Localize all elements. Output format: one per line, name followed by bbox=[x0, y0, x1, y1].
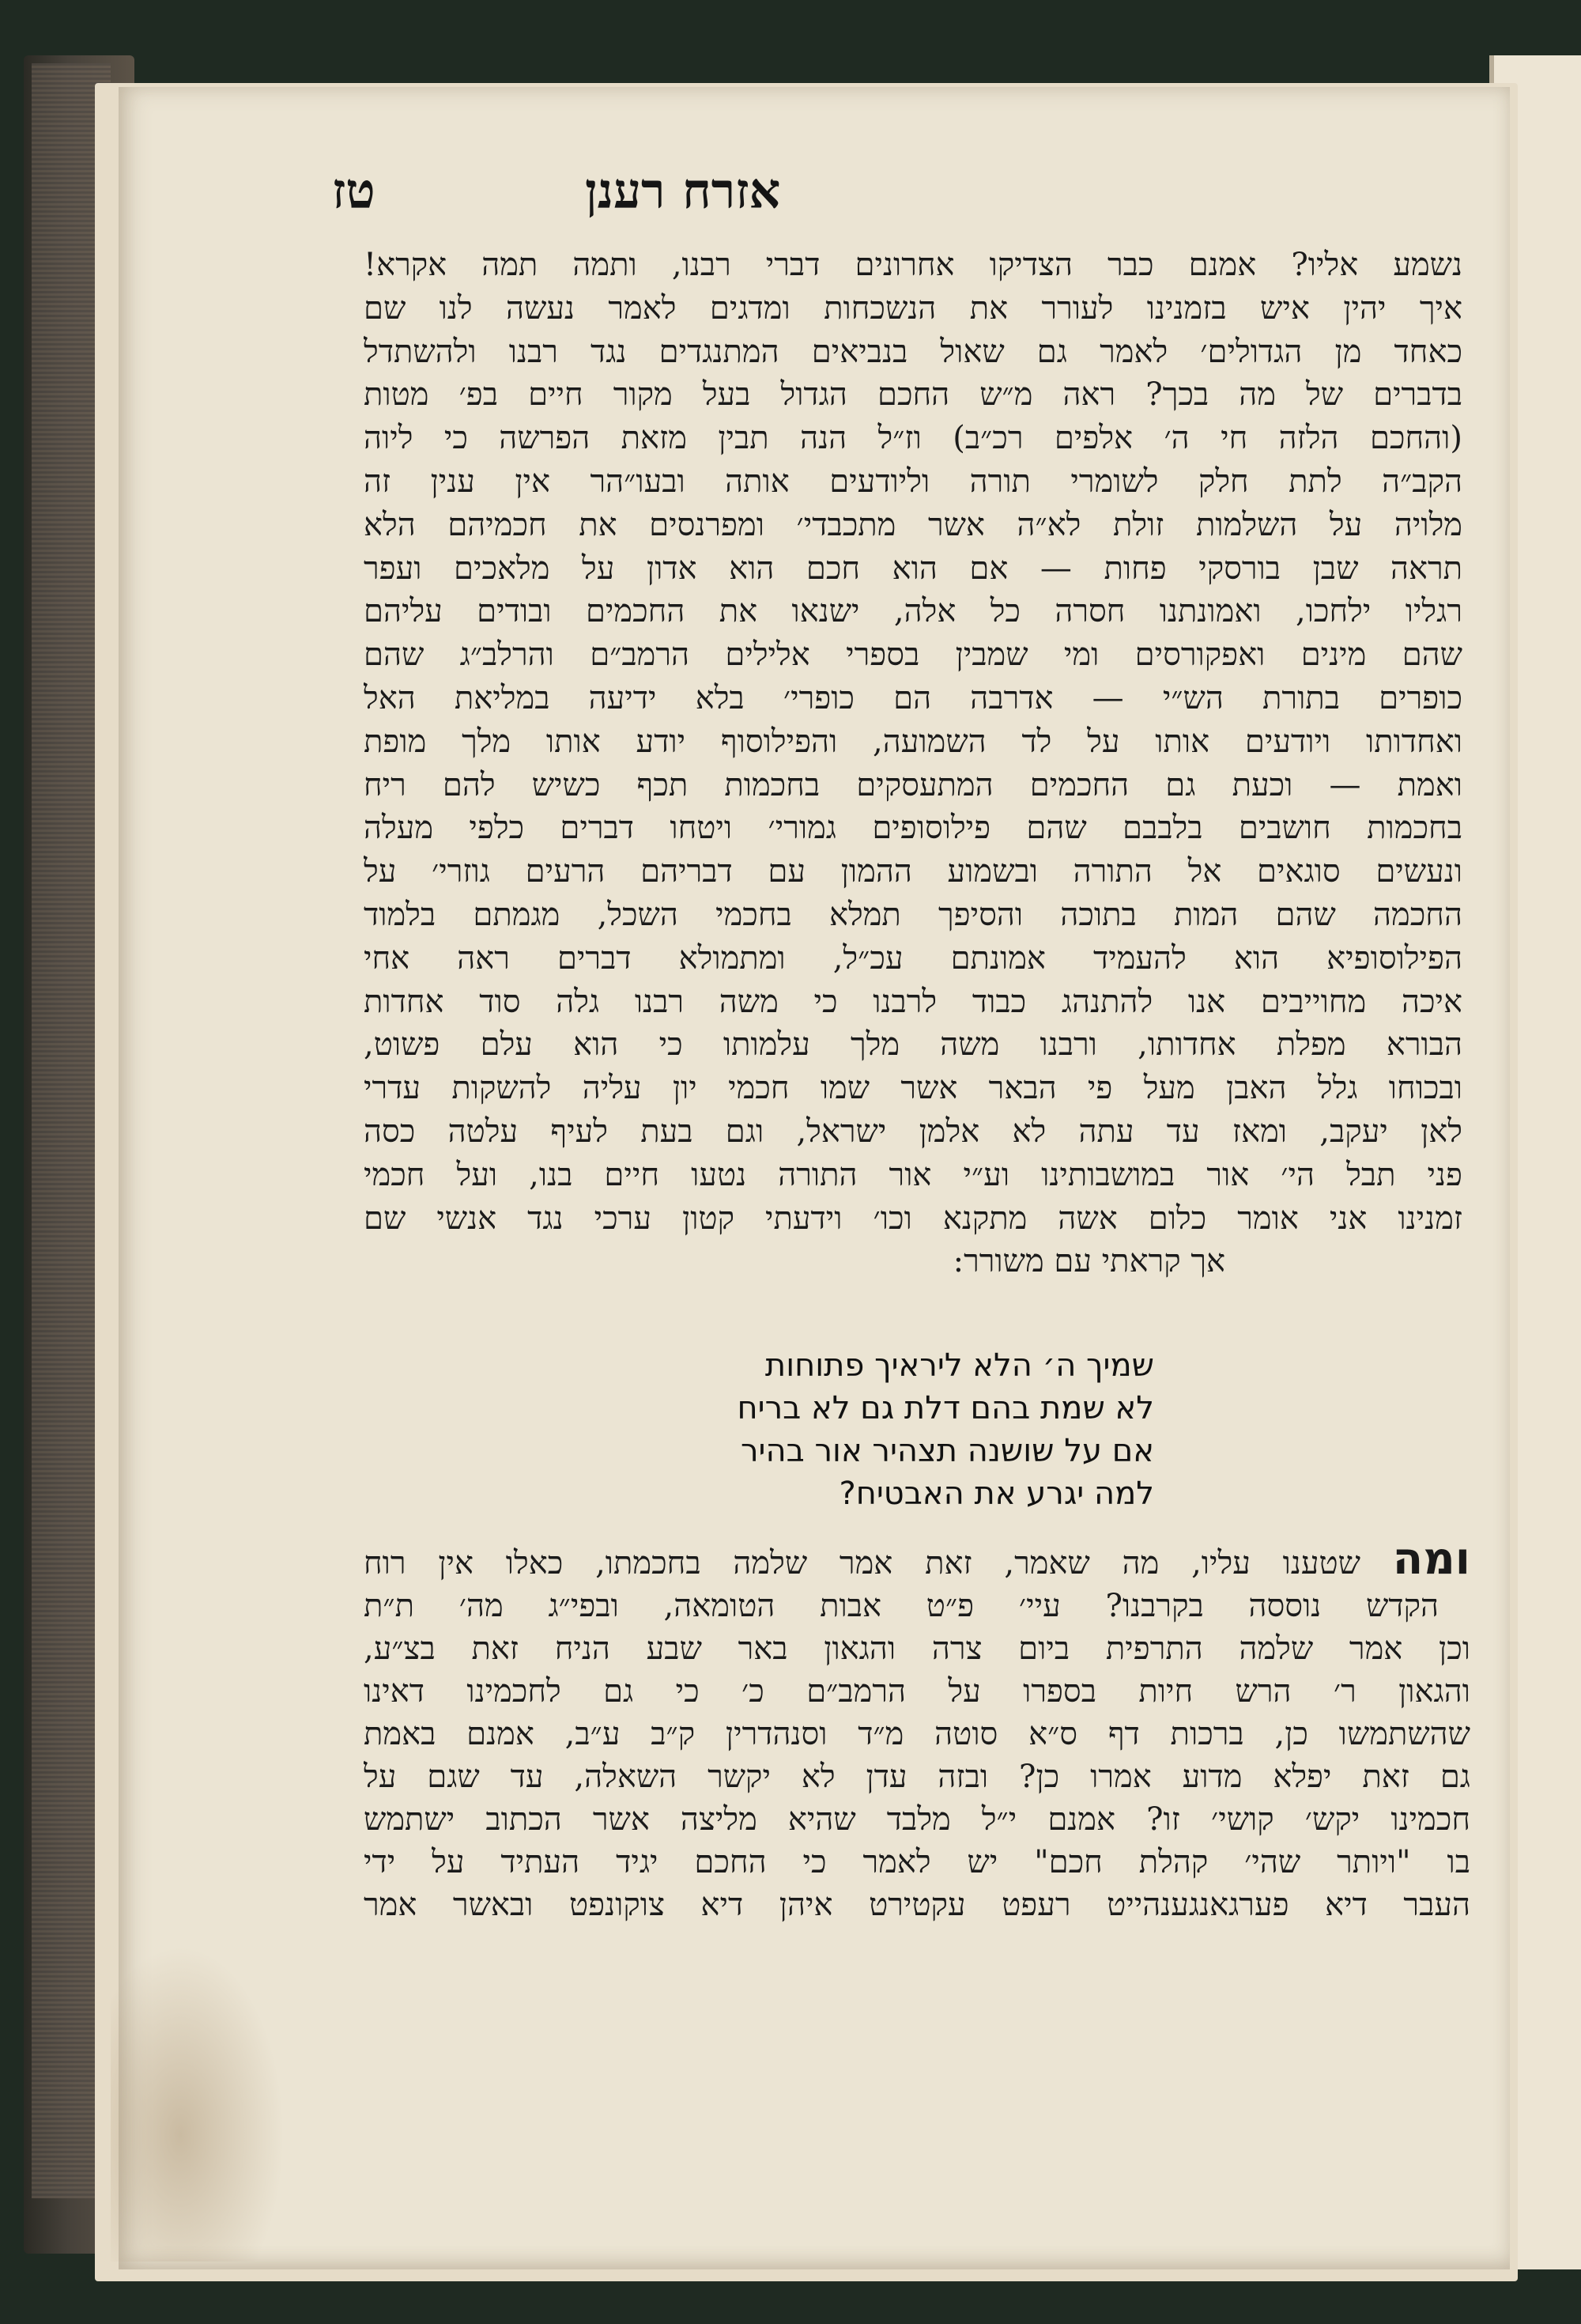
text-line: פני תבל הי׳ אור במושבותינו וע״י אור התורה נטעו חיים בנו, ועל חכמי bbox=[364, 1156, 1462, 1193]
poem-line: אם על שושנה תצהיר אור בהיר bbox=[740, 1433, 1154, 1469]
page-number: טז bbox=[332, 162, 375, 220]
text-line: הפילוסופיא הוא להעמיד אמונתם עכ״ל, ומתמולא דברים ראה אחי bbox=[364, 939, 1462, 977]
text-line: העבר דיא פערגאנגענהייט רעפט עקטירט איהן דיא צוקונפט ובאשר אמר bbox=[364, 1887, 1470, 1923]
text-line: החכמה שהם המות בתוכה והסיפך תמלא בחכמי השכל, מגמתם בלמוד bbox=[364, 896, 1462, 933]
paragraph-initial-word: ומה bbox=[1392, 1538, 1470, 1585]
text-line: (והחכם הלזה חי ה׳ אלפים רכ״ב) וז״ל הנה תבין מזאת הפרשה כי ליוה bbox=[364, 420, 1462, 457]
text-line: שהשתמשו כן, ברכות דף ס״א סוטה מ״ד וסנהדרין ק״ב ע״ב, אמנם באמת bbox=[364, 1716, 1470, 1752]
text-line: נשמע אליו? אמנם כבר הצדיקו אחרונים דברי רבנו, ותמה תמה אקרא! bbox=[364, 247, 1462, 283]
text-line: רגליו ילחכו, ואמונתנו חסרה כל אלה, ישנאו את החכמים ובודים עליהם bbox=[364, 593, 1462, 630]
text-line: זמנינו אני אומר כלום אשה מתקנא וכו׳ וידעתי קטון ערכי נגד אנשי שם bbox=[364, 1200, 1462, 1237]
text-line: כופרים בתורת הש״י — אדרבה הם כופרי׳ בלא ידיעה במליאת האל bbox=[364, 679, 1462, 716]
text-line: ובכוחו גלל האבן מעל פי הבאר אשר שמו חכמי יון עליה להשקות עדרי bbox=[364, 1070, 1462, 1107]
text-line-rest: שטענו עליו, מה שאמר, זאת אמר שלמה בחכמתו, כאלו אין רוח bbox=[364, 1545, 1360, 1581]
running-title: אזרח רענן bbox=[585, 162, 781, 220]
text-line: בדברים של מה בכך? ראה מ״ש החכם הגדול בעל מקור חיים בפ׳ מטות bbox=[364, 376, 1462, 414]
text-line: מלויה על השלמות זולת לא״ה אשר מתכבדי׳ ומפרנסים את חכמיהם הלא bbox=[364, 506, 1462, 543]
text-line: לאן יעקב, ומאז עד עתה לא אלמן ישראל, וגם בעת לעיף עלטה כסה bbox=[364, 1113, 1462, 1150]
text-line: והגאון ר׳ הרש חיות בספרו על הרמב״ם כ׳ כי גם לחכמינו דאינו bbox=[364, 1673, 1470, 1710]
text-line: ואמת — וכעת גם החכמים המתעסקים בחכמות תכף כשיש להם ריח bbox=[364, 766, 1462, 803]
page-header bbox=[332, 162, 980, 233]
text-line: חכמינו יקש׳ קושי׳ זו? אמנם י״ל מלבד שהיא מליצה אשר הכתוב ישתמש bbox=[364, 1801, 1470, 1838]
text-line: תראה שבן בורסקי פחות — אם הוא חכם הוא אדון על מלאכים ועפר bbox=[364, 550, 1462, 587]
text-line: ונעשים סוגאים אל התורה ובשמוע ההמון עם דבריהם הרעים גוזרי׳ על bbox=[364, 853, 1462, 890]
poem-line: שמיך ה׳ הלא ליראיך פתוחות bbox=[764, 1347, 1154, 1384]
text-line: בו "ויותר שהי׳ קהלת חכם" יש לאמר כי החכם יגיד העתיד על ידי bbox=[364, 1844, 1470, 1880]
text-line: איך יהין איש בזמנינו לעורר את הנשכחות ומדגים לאמר נעשה לנו שם bbox=[364, 289, 1462, 327]
text-line: הקב״ה לתת חלק לשומרי תורה וליודעים אותה ובעו״הר אין ענין זה bbox=[364, 463, 1462, 500]
poem-line: למה יגרע את האבטיח? bbox=[839, 1476, 1154, 1512]
text-line-last: אך קראתי עם משורר: bbox=[953, 1243, 1225, 1280]
text-line: ואחדותו ויודעים אותו על לד השמועה, והפילוסוף יודע אותו מלך מופת bbox=[364, 723, 1462, 760]
text-line: וכן אמר שלמה התרפית ביום צרה והגאון באר שבע הניח זאת בצ״ע, bbox=[364, 1631, 1470, 1667]
text-line: איכה מחוייבים אנו להתנהג כבוד לרבנו כי משה רבנו גלה סוד אחדות bbox=[364, 983, 1462, 1020]
text-line bbox=[364, 1538, 1470, 1585]
text-line: כאחד מן הגדולים׳ לאמר גם שאול בנביאים המתנגדים נגד רבנו ולהשתדל bbox=[364, 333, 1462, 370]
text-line: שהם מינים ואפקורסים ומי שמבין בספרי אלילים הרמב״ם והרלב״ג שהם bbox=[364, 637, 1462, 674]
poem-quote bbox=[648, 1344, 1154, 1515]
text-line: גם זאת יפלא מדוע אמרו כן? ובזה עדן לא יקשר השאלה, עד שגם על bbox=[364, 1759, 1470, 1795]
poem-line: לא שמת בהם דלת גם לא בריח bbox=[737, 1390, 1154, 1427]
text-line: הקדש נוססה בקרבנו? עיי׳ פ״ט אבות הטומאה, ובפי״ג מה׳ ת״ת bbox=[364, 1588, 1439, 1624]
page-stain bbox=[111, 1945, 285, 2262]
text-line: הבורא מפלת אחדותו, ורבנו משה מלך עלמותו כי הוא עלם פשוט, bbox=[364, 1026, 1462, 1064]
text-line: בחכמות חושבים בלבבם שהם פילוסופים גמורי׳ ויטחו דברים כלפי מעלה bbox=[364, 810, 1462, 847]
second-paragraph bbox=[364, 1538, 1470, 1926]
main-paragraph bbox=[364, 244, 1462, 1283]
